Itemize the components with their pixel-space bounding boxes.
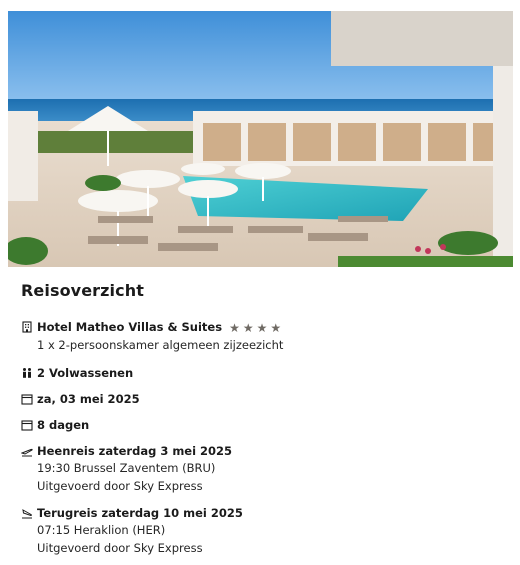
outbound-heading: Heenreis zaterdag 3 mei 2025 [37, 444, 233, 458]
room-description: 1 x 2-persoonskamer algemeen zijzeezicht [37, 337, 284, 352]
star-icon: ★ [256, 320, 268, 335]
return-flight-row [21, 505, 243, 557]
people-icon [21, 367, 33, 379]
building-icon [21, 321, 33, 333]
section-title: Reisoverzicht [21, 281, 144, 300]
star-icon: ★ [229, 320, 240, 335]
hotel-name: Hotel Matheo Villas & Suites [37, 320, 223, 334]
return-detail: 07:15 Heraklion (HER) [37, 523, 166, 537]
hotel-photo [8, 11, 513, 267]
return-heading: Terugreis zaterdag 10 mei 2025 [37, 506, 243, 520]
hotel-star-rating [229, 320, 281, 336]
travelers-row [21, 365, 133, 381]
calendar-icon [21, 393, 33, 405]
calendar-icon [21, 419, 33, 431]
travelers-count: 2 Volwassenen [37, 366, 134, 380]
star-icon: ★ [242, 320, 254, 335]
date-row [21, 391, 140, 407]
trip-duration: 8 dagen [37, 418, 90, 432]
duration-row [21, 417, 89, 433]
plane-departure-icon [21, 445, 33, 457]
star-icon: ★ [270, 320, 282, 335]
plane-arrival-icon [21, 507, 33, 519]
return-carrier: Uitgevoerd door Sky Express [37, 541, 203, 555]
outbound-carrier: Uitgevoerd door Sky Express [37, 479, 203, 493]
hotel-row [21, 319, 283, 354]
outbound-detail: 19:30 Brussel Zaventem (BRU) [37, 461, 216, 475]
departure-date: za, 03 mei 2025 [37, 392, 140, 406]
outbound-flight-row [21, 443, 232, 495]
